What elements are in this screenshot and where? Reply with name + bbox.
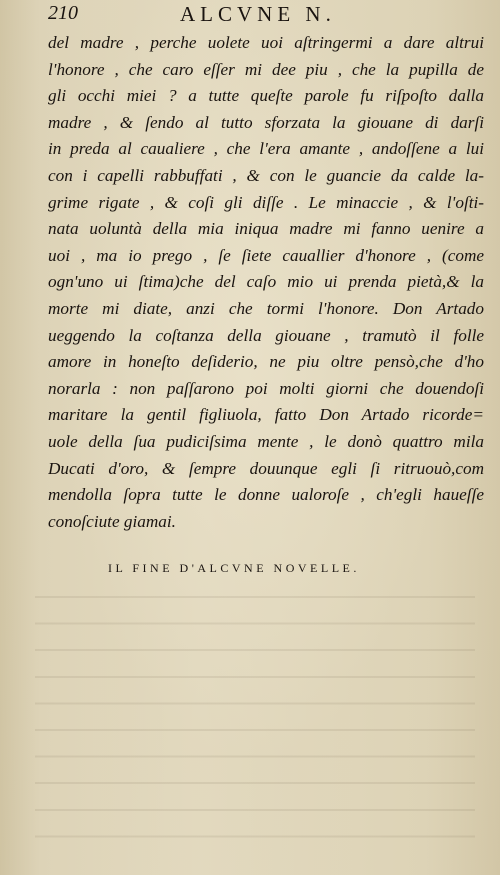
text-line: uole della ſua pudiciſsima mente , le donò quattro mila: [48, 431, 484, 451]
page-number: 210: [48, 2, 78, 24]
text-line: morte mi diate, anzi che tormi l'honore. Don Artado: [48, 298, 484, 318]
running-head: ALCVNE N.: [180, 2, 336, 26]
text-line: con i capelli rabbuffati , & con le guancie da calde la-: [48, 165, 484, 185]
text-line-final: conoſciute giamai.: [48, 511, 176, 531]
text-line: ogn'uno ui ſtima)che del caſo mio ui prenda pietà,& la: [48, 272, 484, 292]
body-text: [48, 30, 484, 535]
colophon: IL FINE D'ALCVNE NOVELLE.: [108, 561, 360, 575]
text-line: nata uoluntà della mia iniqua madre mi fanno uenire a: [48, 219, 484, 239]
page-header: [48, 2, 488, 30]
text-line: maritare la gentil figliuola, fatto Don Artado ricorde=: [48, 405, 484, 425]
text-line: amore in honeſto deſiderio, ne piu oltre pensò,che d'ho: [48, 352, 484, 372]
text-line: madre , & ſendo al tutto sforzata la giouane di darſi: [48, 112, 484, 132]
show-through-ink: [35, 575, 475, 855]
text-line: Ducati d'oro, & ſempre douunque egli ſi ritruouò,com: [48, 458, 484, 478]
text-line: del madre , perche uolete uoi aſtringermi a dare altrui: [48, 33, 484, 52]
text-line: gli occhi miei ? a tutte queſte parole fu riſpoſto dalla: [48, 86, 484, 106]
text-line: ueggendo la coſtanza della giouane , tramutò il folle: [48, 325, 484, 345]
text-line: in preda al caualiere , che l'era amante , andoſſene a lui: [48, 139, 484, 159]
text-line: l'honore , che caro eſſer mi dee piu , che la pupilla de: [48, 59, 484, 79]
text-line: grime rigate , & coſi gli diſſe . Le minaccie , & l'oſti-: [48, 192, 484, 212]
text-line: uoi , ma io prego , ſe ſiete cauallier d'honore , (come: [48, 245, 484, 265]
text-line: norarla : non paſſarono poi molti giorni che douendoſi: [48, 378, 484, 398]
text-line: mendolla ſopra tutte le donne ualoroſe , ch'egli haueſſe: [48, 485, 484, 505]
